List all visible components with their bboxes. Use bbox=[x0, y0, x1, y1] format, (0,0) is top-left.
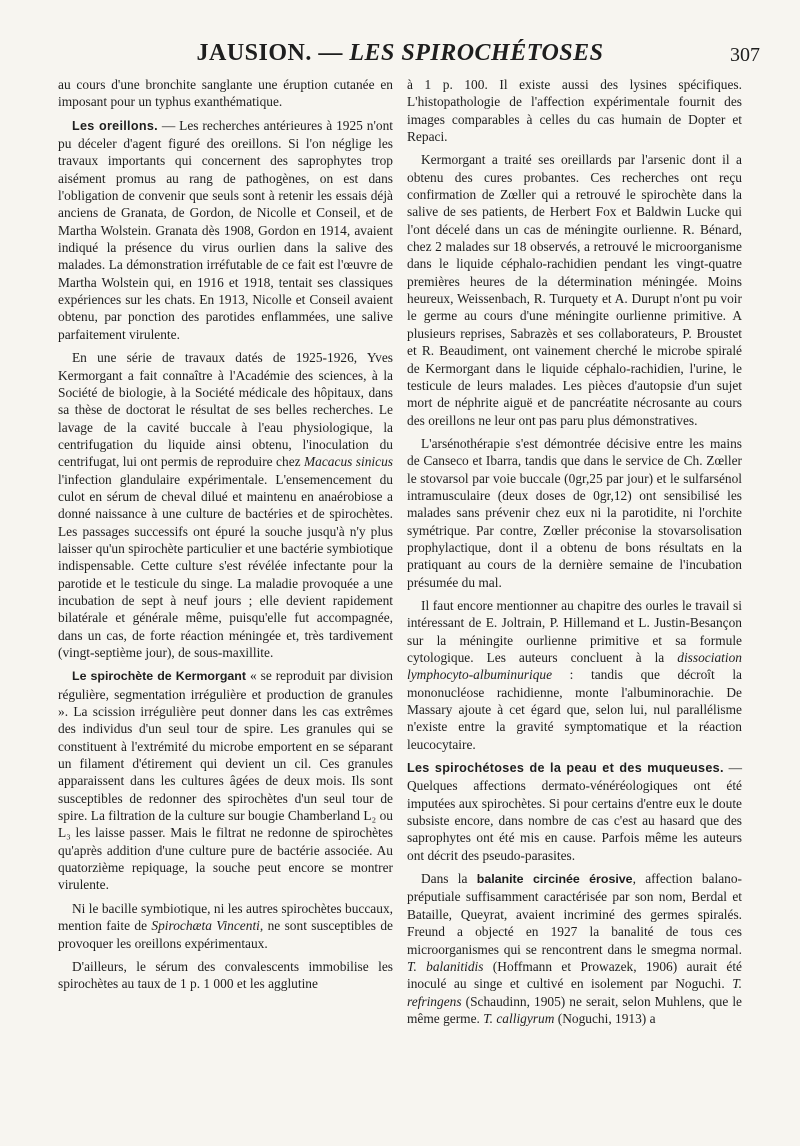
paragraph bbox=[58, 667, 393, 893]
paragraph-text: Il faut encore mentionner au chapitre des ourles le travail si intéressant de E. Joltrain, P. Hillemand et L. Justin-Besançon sur la méningite ourlienne primitive et sa formule cytologique. Les auteurs concluent à la bbox=[407, 597, 742, 665]
section-heading-spirochetoses: Les spirochétoses de la peau et des muqueuses. bbox=[407, 761, 724, 776]
paragraph-text: , affection balano-préputiale suffisamment caractérisée par son nom, Berdal et Bataille, Queyrat, avaient incriminé des germes spiralés. Freund a objecté en 1927 la banalité de tous ces microorganismes qui se rencontrent dans le smegma normal. bbox=[407, 871, 742, 957]
paragraph-text: En une série de travaux datés de 1925-1926, Yves Kermorgant a fait connaître à l'Académie des sciences, à la Société de biologie, à la Société médicale des hôpitaux, dans sa thèse de doctorat le résultat de ses belles recherches. Le lavage de la cavité buccale à l'eau physiologique, la centrifugation du liquide ainsi obtenu, l'inoculation du centrifugat, lui ont permis de reproduire chez bbox=[58, 350, 393, 470]
species-name: Macacus sinicus bbox=[304, 454, 393, 470]
paragraph-text: — Quelques affections dermato-vénéréologiques ont été imputées aux spirochètes. Si pour certains d'entre eux le doute subsiste encore, dans nombre de cas c'est au hasard que des saprophytes ont été mis en cause. Parfois même les auteurs ont décrit des pseudo-parasites. bbox=[407, 760, 742, 863]
paragraph: à 1 p. 100. Il existe aussi des lysines spécifiques. L'histopathologie de l'affection expérimentale fournit des images comparables à celles du cas humain de Dopter et Repaci. bbox=[407, 77, 742, 145]
species-name: T. balanitidis bbox=[407, 958, 484, 974]
paragraph: L'arsénothérapie s'est démontrée décisive entre les mains de Canseco et Ibarra, tandis que dans le service de Ch. Zœller le stovarsol par voie buccale (0gr,25 par jour) et le sulfarsénol intramusculaire (deux doses de 0gr,12) ont sensibilisé les malades sans prévenir chez eux ni la parotidite, ni l'orchite symétrique. Par contre, Zœller préconise la stovarsolisation prophylactique, dont il a obtenu de bons résultats en la pratiquant au cours de la dernière semaine de l'incubation présumée du mal. bbox=[407, 435, 742, 590]
paragraph bbox=[58, 900, 393, 952]
paragraph: Kermorgant a traité ses oreillards par l'arsenic dont il a obtenu des cures probantes. Ces recherches ont reçu confirmation de Zœller qui a retrouvé le spirochète dans la salive de ses patients, de Herbert Fox et Baldwin Lucke qui l'ont décelé dans un cas de méningite ourlienne. R. Bénard, chez 2 malades sur 18 observés, a retrouvé le microorganisme dans le liquide céphalo-rachidien pendant les vingt-quatre premières heures de la détermination méningée. Moins heureux, Weissenbach, R. Turquety et A. Durupt n'ont pu voir le germe au cours d'une méningite ourlienne primitive. A plusieurs reprises, Sabrazès et ses collaborateurs, P. Broustet et R. Beaudiment, ont vainement cherché le microbe spiralé de Kermorgant dans le liquide céphalo-rachidien, l'urine, le testicule de leurs malades. Les pièces d'autopsie d'un sujet mort de néphrite aiguë et de pancréatite nécrosante au cours des oreillons ne leur ont pas paru plus démonstratives. bbox=[407, 152, 742, 428]
paragraph-text: — Les recherches antérieures à 1925 n'ont pu déceler d'agent figuré des oreillons. Si l'on néglige les travaux importants qui concernent des saprophytes trop aisément promus au rang de pathogènes, on est dans l'obligation de convenir que seuls sont à retenir les essais déjà anciens de Granata, de Gordon, de Nicolle et Conseil, et de Martha Wolstein. Granata dès 1908, Gordon en 1914, avaient indiqué la présence du virus ourlien dans la salive des malades. La démonstration irréfutable de ce fait est l'œuvre de Martha Wolstein qui, en 1916 et 1918, tentait ses classiques expériences sur les chats. En 1913, Nicolle et Conseil avaient obtenu, par ponction des parotides enflammées, une salive parfaitement virulente. bbox=[58, 117, 393, 342]
right-column bbox=[407, 76, 742, 1124]
inline-heading-balanite: balanite circinée érosive bbox=[476, 872, 633, 887]
paragraph: D'ailleurs, le sérum des convalescents immobilise les spirochètes au taux de 1 p. 1 000 et les agglutine bbox=[58, 958, 393, 992]
title-author: JAUSION. — bbox=[196, 40, 343, 66]
paragraph-text: (Hoffmann et Prowazek, 1906) aurait été inoculé au singe et cultivé en isolement par Noguchi. bbox=[407, 958, 742, 992]
paragraph-text: : tandis que décroît la mononucléose rachidienne, monte l'albuminorachie. De Massary ajoute à cet égard que, selon lui, nul parallélisme n'existe entre la gravité symptomatique et la réaction leucocytaire. bbox=[407, 667, 742, 752]
paragraph: au cours d'une bronchite sanglante une éruption cutanée en imposant pour un typhus exanthématique. bbox=[58, 77, 393, 110]
species-name: T. calligyrum bbox=[483, 1010, 555, 1026]
species-name: Spirochæta Vincenti bbox=[151, 918, 260, 934]
paragraph bbox=[407, 759, 742, 864]
inline-heading-spirochete: Le spirochète de Kermorgant bbox=[72, 669, 246, 684]
paragraph-text: « se reproduit par division régulière, segmentation irrégulière et production de granules ». La scission irrégulière peut donner dans les cas extrêmes des individus d'un seul tour de spire. Les granules qui se constituent à l'extrémité du microbe emportent en se séparant un filament d'étirement qui devient un cil. Ces granules apparaissent dans les cultures âgées de deux mois. Ils sont susceptibles de redonner des spirochètes d'un seul tour de spire. La filtration de la culture sur bougie Chamberland L₂ ou L₃ les laisse passer. Mais le filtrat ne redonne de spirochètes qu'après addition d'une culture pure de bactérie associée. Au quatorzième repiquage, la souche peut encore se montrer virulente. bbox=[58, 668, 393, 893]
page-number: 307 bbox=[730, 44, 760, 66]
title-subject: LES SPIROCHÉTOSES bbox=[349, 40, 604, 66]
left-column bbox=[58, 76, 393, 1124]
text-columns bbox=[58, 76, 742, 1124]
species-name: T. refringens bbox=[407, 976, 742, 1009]
running-header bbox=[40, 38, 760, 72]
paragraph-text: l'infection glandulaire expérimentale. L'ensemencement du culot en sérum de cheval dilué et maintenu en anaérobiose a donné naissance à une culture de bactéries et de spirochètes. Les passages successifs ont épuré la souche jusqu'à n'y plus laisser qu'un spirochète particulier et une bactérie symbiotique indispensable. Cette culture s'est révélée infectante pour la parotide et le testicule du singe. La maladie provoquée a une incubation de sept à neuf jours ; elle devient rapidement bilatérale et générale même, puisqu'elle fut accompagnée, dans un cas, de forte réaction méningée et, très tardivement (vingt-septième jour), de sous-maxillite. bbox=[58, 471, 393, 660]
emphasis: dissociation lymphocyto-albuminurique bbox=[407, 650, 742, 683]
paragraph bbox=[58, 349, 393, 661]
paragraph bbox=[407, 870, 742, 1027]
paragraph bbox=[407, 597, 742, 753]
paragraph-text: (Schaudinn, 1905) ne serait, selon Muhlens, que le même germe. bbox=[407, 993, 742, 1026]
paragraph-text: Ni le bacille symbiotique, ni les autres spirochètes buccaux, mention faite de bbox=[58, 900, 393, 934]
paragraph-text: , ne sont susceptibles de provoquer les oreillons expérimentaux. bbox=[58, 918, 393, 951]
paragraph-text: Dans la bbox=[421, 871, 477, 887]
paragraph-text: (Noguchi, 1913) a bbox=[554, 1010, 656, 1026]
paragraph bbox=[58, 117, 393, 343]
section-heading-oreillons: Les oreillons. bbox=[72, 118, 158, 133]
running-title bbox=[40, 38, 760, 68]
